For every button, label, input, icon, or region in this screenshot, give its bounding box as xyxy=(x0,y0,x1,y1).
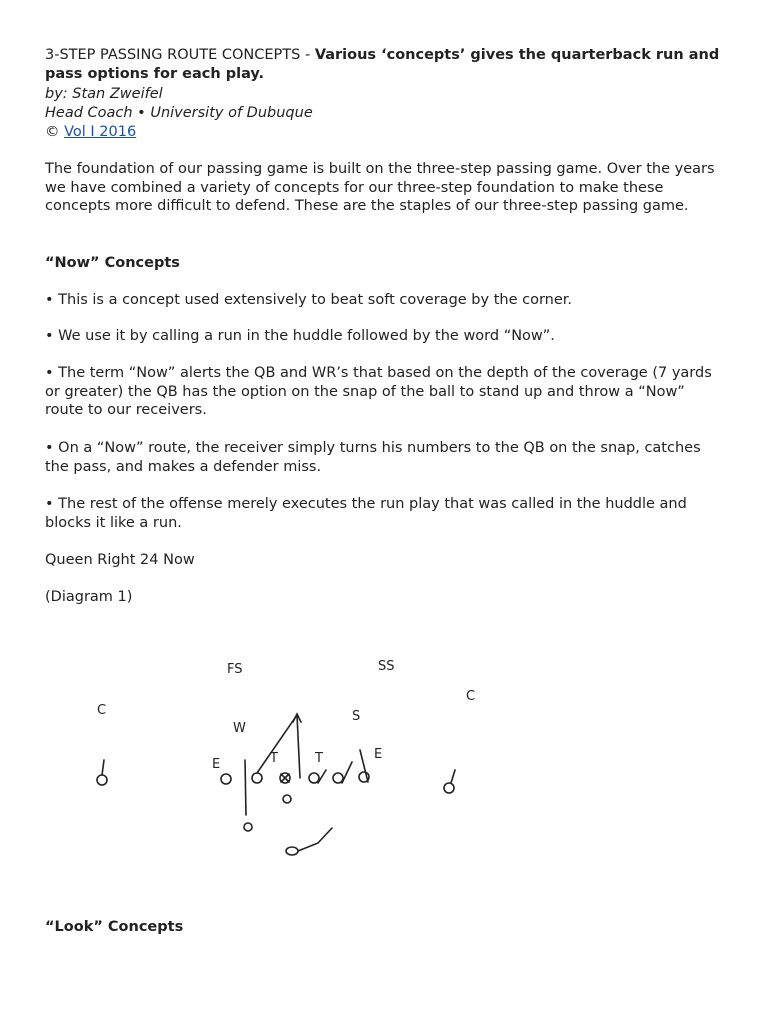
label-tackle-left: T xyxy=(270,751,278,766)
lineman-3 xyxy=(309,773,319,783)
running-back xyxy=(244,823,252,831)
label-tackle-right: T xyxy=(315,751,323,766)
intro-paragraph: The foundation of our passing game is built on the three-step passing game. Over the years we have combined a variety of concepts for our three-step foundation to make these concepts more difficult to defend. These are the staples of our three-step passing game. xyxy=(45,161,715,214)
label-free-safety: FS xyxy=(227,662,243,677)
label-will: W xyxy=(233,721,246,736)
label-corner-right: C xyxy=(466,689,476,704)
fullback-path xyxy=(298,828,332,851)
volume-link[interactable]: Vol I 2016 xyxy=(64,124,137,140)
quarterback xyxy=(283,795,291,803)
label-sam: S xyxy=(352,709,361,724)
lineman-1 xyxy=(252,773,262,783)
title-rest: Various ‘concepts’ gives the quarterback run and pass options for each play. xyxy=(45,47,720,82)
play-diagram xyxy=(0,640,768,880)
now-route xyxy=(257,715,300,778)
label-end-left: E xyxy=(212,757,221,772)
bullet-2: • We use it by calling a run in the huddle followed by the word “Now”. xyxy=(45,328,555,344)
diagram-caption: (Diagram 1) xyxy=(45,589,133,605)
play-name: Queen Right 24 Now xyxy=(45,552,195,568)
bullet-5: • The rest of the offense merely executes the run play that was called in the huddle and blocks it like a run. xyxy=(45,496,687,531)
receiver-left-stem xyxy=(102,760,104,775)
receiver-right-stem xyxy=(451,770,455,783)
author-line: by: Stan Zweifel xyxy=(45,86,163,102)
title-lead: 3-STEP PASSING ROUTE CONCEPTS - xyxy=(45,47,315,63)
wide-receiver-left xyxy=(97,775,107,785)
bullet-4: • On a “Now” route, the receiver simply turns his numbers to the QB on the snap, catches the pass, and makes a defender miss. xyxy=(45,440,701,475)
article-title xyxy=(45,46,725,83)
bullet-1: • This is a concept used extensively to beat soft coverage by the corner. xyxy=(45,292,573,308)
line-of-scrimmage-mark xyxy=(245,760,246,815)
look-concepts-heading: “Look” Concepts xyxy=(45,919,184,935)
bullet-3: • The term “Now” alerts the QB and WR’s that based on the depth of the coverage (7 yards or greater) the QB has the option on the snap of the ball to stand up and throw a “Now” route to our receivers. xyxy=(45,365,712,418)
fullback xyxy=(286,847,298,855)
affiliation-line: Head Coach • University of Dubuque xyxy=(45,105,313,121)
tight-end-left xyxy=(221,774,231,784)
copyright-symbol: © xyxy=(45,124,60,140)
wide-receiver-right xyxy=(444,783,454,793)
now-concepts-heading: “Now” Concepts xyxy=(45,255,180,271)
label-end-right: E xyxy=(374,747,383,762)
label-corner-left: C xyxy=(97,703,107,718)
lineman-4 xyxy=(333,773,343,783)
copyright-line xyxy=(45,123,725,142)
label-strong-safety: SS xyxy=(378,659,395,674)
